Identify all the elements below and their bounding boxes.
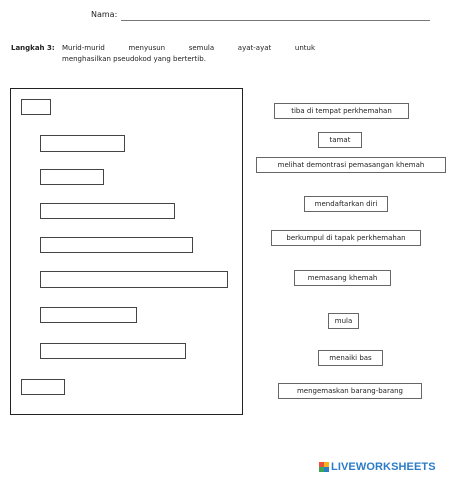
- answer-slot-2[interactable]: [40, 135, 125, 152]
- answer-slot-8[interactable]: [40, 343, 186, 359]
- option-chip[interactable]: tiba di tempat perkhemahan: [274, 103, 409, 119]
- answer-slot-7[interactable]: [40, 307, 137, 323]
- liveworksheets-logo: [319, 461, 436, 473]
- instruction-line-2: menghasilkan pseudokod yang bertertib.: [62, 55, 206, 63]
- name-label: Nama:: [91, 10, 118, 19]
- answer-slot-4[interactable]: [40, 203, 175, 219]
- answer-slot-1[interactable]: [21, 99, 51, 115]
- instruction-word: ayat-ayat: [237, 44, 272, 52]
- option-chip[interactable]: menaiki bas: [318, 350, 383, 366]
- option-chip[interactable]: mendaftarkan diri: [304, 196, 388, 212]
- instruction-word: menyusun: [128, 44, 166, 52]
- option-chip[interactable]: melihat demontrasi pemasangan khemah: [256, 157, 446, 173]
- answer-slot-5[interactable]: [40, 237, 193, 253]
- answer-slot-6[interactable]: [40, 271, 228, 288]
- answer-slot-9[interactable]: [21, 379, 65, 395]
- instruction-word: Murid-murid: [62, 44, 105, 52]
- answer-slot-3[interactable]: [40, 169, 104, 185]
- instruction-word: untuk: [294, 44, 315, 52]
- step-label: Langkah 3:: [11, 44, 55, 52]
- option-chip[interactable]: mula: [328, 313, 359, 329]
- option-chip[interactable]: memasang khemah: [294, 270, 391, 286]
- option-chip[interactable]: tamat: [318, 132, 362, 148]
- option-chip[interactable]: berkumpul di tapak perkhemahan: [271, 230, 421, 246]
- brand-name: LIVEWORKSHEETS: [331, 461, 436, 473]
- instruction-word: semula: [188, 44, 215, 52]
- option-chip[interactable]: mengemaskan barang-barang: [278, 383, 422, 399]
- name-input-line[interactable]: [121, 20, 430, 21]
- instruction-line-1: [62, 44, 315, 52]
- logo-icon: [319, 462, 329, 472]
